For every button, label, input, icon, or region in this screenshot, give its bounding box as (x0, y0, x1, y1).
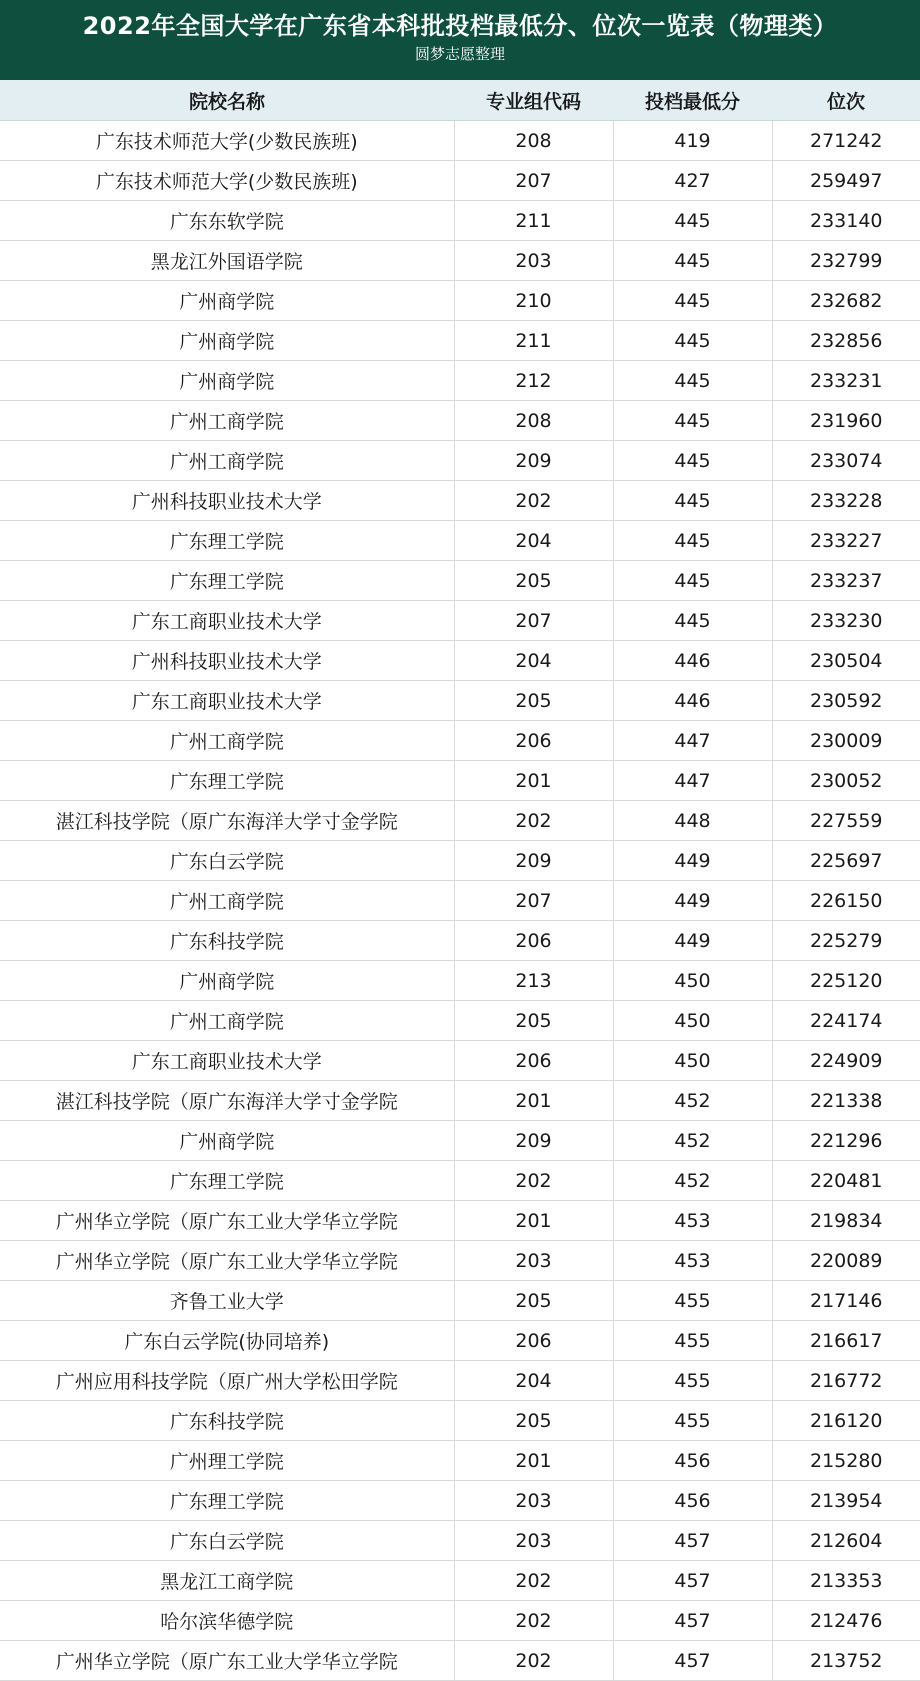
min-score-cell: 453 (613, 1241, 772, 1281)
min-score-cell: 456 (613, 1441, 772, 1481)
school-name-cell: 齐鲁工业大学 (0, 1281, 454, 1321)
min-score-cell: 419 (613, 121, 772, 161)
min-score-cell: 452 (613, 1121, 772, 1161)
school-name-cell: 广东白云学院 (0, 841, 454, 881)
school-name-cell: 广州华立学院（原广东工业大学华立学院 (0, 1241, 454, 1281)
group-code-cell: 201 (454, 1201, 613, 1241)
school-name-cell: 广州华立学院（原广东工业大学华立学院 (0, 1641, 454, 1681)
column-header-group-code: 专业组代码 (454, 80, 613, 121)
school-name-cell: 黑龙江外国语学院 (0, 241, 454, 281)
group-code-cell: 208 (454, 121, 613, 161)
group-code-cell: 203 (454, 1241, 613, 1281)
school-name-cell: 广东工商职业技术大学 (0, 681, 454, 721)
table-row (0, 1161, 920, 1201)
rank-cell: 213752 (772, 1641, 920, 1681)
min-score-cell: 445 (613, 561, 772, 601)
school-name-cell: 广东工商职业技术大学 (0, 1041, 454, 1081)
min-score-cell: 450 (613, 1041, 772, 1081)
min-score-cell: 449 (613, 841, 772, 881)
rank-cell: 217146 (772, 1281, 920, 1321)
group-code-cell: 211 (454, 321, 613, 361)
min-score-cell: 446 (613, 641, 772, 681)
rank-cell: 226150 (772, 881, 920, 921)
rank-cell: 233231 (772, 361, 920, 401)
rank-cell: 212604 (772, 1521, 920, 1561)
table-row (0, 1281, 920, 1321)
school-name-cell: 广东技术师范大学(少数民族班) (0, 121, 454, 161)
school-name-cell: 广东理工学院 (0, 1161, 454, 1201)
school-name-cell: 广东理工学院 (0, 521, 454, 561)
group-code-cell: 201 (454, 1441, 613, 1481)
min-score-cell: 456 (613, 1481, 772, 1521)
school-name-cell: 湛江科技学院（原广东海洋大学寸金学院 (0, 1081, 454, 1121)
rank-cell: 233140 (772, 201, 920, 241)
rank-cell: 213954 (772, 1481, 920, 1521)
min-score-cell: 445 (613, 481, 772, 521)
school-name-cell: 广州科技职业技术大学 (0, 481, 454, 521)
rank-cell: 225120 (772, 961, 920, 1001)
school-name-cell: 广东工商职业技术大学 (0, 601, 454, 641)
group-code-cell: 211 (454, 201, 613, 241)
school-name-cell: 广东白云学院 (0, 1521, 454, 1561)
group-code-cell: 202 (454, 1641, 613, 1681)
school-name-cell: 广州工商学院 (0, 441, 454, 481)
min-score-cell: 427 (613, 161, 772, 201)
school-name-cell: 广东东软学院 (0, 201, 454, 241)
table-row (0, 1641, 920, 1681)
min-score-cell: 457 (613, 1641, 772, 1681)
group-code-cell: 210 (454, 281, 613, 321)
school-name-cell: 广东理工学院 (0, 561, 454, 601)
school-name-cell: 广州商学院 (0, 321, 454, 361)
table-row (0, 281, 920, 321)
group-code-cell: 207 (454, 881, 613, 921)
school-name-cell: 广州工商学院 (0, 881, 454, 921)
group-code-cell: 205 (454, 1281, 613, 1321)
table-row (0, 241, 920, 281)
rank-cell: 224909 (772, 1041, 920, 1081)
rank-cell: 216772 (772, 1361, 920, 1401)
rank-cell: 215280 (772, 1441, 920, 1481)
rank-cell: 220481 (772, 1161, 920, 1201)
school-name-cell: 广州工商学院 (0, 721, 454, 761)
group-code-cell: 205 (454, 681, 613, 721)
group-code-cell: 213 (454, 961, 613, 1001)
table-row (0, 121, 920, 161)
min-score-cell: 445 (613, 521, 772, 561)
school-name-cell: 广州工商学院 (0, 401, 454, 441)
table-row (0, 1081, 920, 1121)
table-row (0, 721, 920, 761)
rank-cell: 225279 (772, 921, 920, 961)
min-score-cell: 445 (613, 441, 772, 481)
rank-cell: 232799 (772, 241, 920, 281)
min-score-cell: 450 (613, 961, 772, 1001)
min-score-cell: 452 (613, 1081, 772, 1121)
table-row (0, 361, 920, 401)
table-row (0, 201, 920, 241)
school-name-cell: 广东理工学院 (0, 1481, 454, 1521)
table-row (0, 321, 920, 361)
school-name-cell: 广州工商学院 (0, 1001, 454, 1041)
column-header-school: 院校名称 (0, 80, 454, 121)
table-row (0, 1241, 920, 1281)
rank-cell: 232682 (772, 281, 920, 321)
group-code-cell: 206 (454, 921, 613, 961)
min-score-cell: 453 (613, 1201, 772, 1241)
rank-cell: 230504 (772, 641, 920, 681)
min-score-cell: 445 (613, 361, 772, 401)
table-row (0, 1561, 920, 1601)
min-score-cell: 445 (613, 401, 772, 441)
min-score-cell: 445 (613, 321, 772, 361)
group-code-cell: 212 (454, 361, 613, 401)
group-code-cell: 209 (454, 441, 613, 481)
rank-cell: 216120 (772, 1401, 920, 1441)
rank-cell: 221338 (772, 1081, 920, 1121)
school-name-cell: 广东科技学院 (0, 1401, 454, 1441)
table-header-banner (0, 0, 920, 80)
group-code-cell: 209 (454, 1121, 613, 1161)
table-row (0, 801, 920, 841)
school-name-cell: 广东科技学院 (0, 921, 454, 961)
group-code-cell: 206 (454, 1321, 613, 1361)
min-score-cell: 448 (613, 801, 772, 841)
min-score-cell: 452 (613, 1161, 772, 1201)
group-code-cell: 205 (454, 561, 613, 601)
rank-cell: 231960 (772, 401, 920, 441)
group-code-cell: 203 (454, 1521, 613, 1561)
page-title: 2022年全国大学在广东省本科批投档最低分、位次一览表（物理类） (82, 12, 838, 40)
rank-cell: 230009 (772, 721, 920, 761)
rank-cell: 212476 (772, 1601, 920, 1641)
rank-cell: 230592 (772, 681, 920, 721)
table-row (0, 881, 920, 921)
rank-cell: 233074 (772, 441, 920, 481)
min-score-cell: 447 (613, 721, 772, 761)
school-name-cell: 广州商学院 (0, 361, 454, 401)
school-name-cell: 广州华立学院（原广东工业大学华立学院 (0, 1201, 454, 1241)
min-score-cell: 450 (613, 1001, 772, 1041)
rank-cell: 271242 (772, 121, 920, 161)
table-row (0, 1481, 920, 1521)
rank-cell: 224174 (772, 1001, 920, 1041)
table-row (0, 521, 920, 561)
min-score-cell: 445 (613, 201, 772, 241)
table-row (0, 1321, 920, 1361)
group-code-cell: 209 (454, 841, 613, 881)
school-name-cell: 广东白云学院(协同培养) (0, 1321, 454, 1361)
group-code-cell: 202 (454, 1601, 613, 1641)
rank-cell: 213353 (772, 1561, 920, 1601)
rank-cell: 225697 (772, 841, 920, 881)
rank-cell: 233228 (772, 481, 920, 521)
table-row (0, 1361, 920, 1401)
rank-cell: 233237 (772, 561, 920, 601)
rank-cell: 221296 (772, 1121, 920, 1161)
school-name-cell: 湛江科技学院（原广东海洋大学寸金学院 (0, 801, 454, 841)
group-code-cell: 207 (454, 161, 613, 201)
rank-cell: 220089 (772, 1241, 920, 1281)
table-body (0, 121, 920, 1681)
school-name-cell: 哈尔滨华德学院 (0, 1601, 454, 1641)
table-row (0, 1401, 920, 1441)
min-score-cell: 455 (613, 1401, 772, 1441)
rank-cell: 227559 (772, 801, 920, 841)
table-row (0, 761, 920, 801)
min-score-cell: 449 (613, 921, 772, 961)
school-name-cell: 广州科技职业技术大学 (0, 641, 454, 681)
group-code-cell: 203 (454, 1481, 613, 1521)
school-name-cell: 广州理工学院 (0, 1441, 454, 1481)
table-row (0, 441, 920, 481)
group-code-cell: 201 (454, 761, 613, 801)
group-code-cell: 202 (454, 1561, 613, 1601)
rank-cell: 233227 (772, 521, 920, 561)
min-score-cell: 457 (613, 1521, 772, 1561)
rank-cell: 232856 (772, 321, 920, 361)
page-subtitle: 圆梦志愿整理 (414, 45, 505, 63)
rank-cell: 230052 (772, 761, 920, 801)
group-code-cell: 203 (454, 241, 613, 281)
min-score-cell: 446 (613, 681, 772, 721)
group-code-cell: 202 (454, 801, 613, 841)
school-name-cell: 广东理工学院 (0, 761, 454, 801)
min-score-cell: 455 (613, 1281, 772, 1321)
school-name-cell: 黑龙江工商学院 (0, 1561, 454, 1601)
rank-cell: 259497 (772, 161, 920, 201)
table-row (0, 561, 920, 601)
table-row (0, 601, 920, 641)
table-row (0, 1521, 920, 1561)
school-name-cell: 广州应用科技学院（原广州大学松田学院 (0, 1361, 454, 1401)
table-row (0, 1601, 920, 1641)
table-row (0, 841, 920, 881)
group-code-cell: 206 (454, 721, 613, 761)
group-code-cell: 201 (454, 1081, 613, 1121)
group-code-cell: 204 (454, 521, 613, 561)
table-row (0, 1201, 920, 1241)
rank-cell: 216617 (772, 1321, 920, 1361)
group-code-cell: 202 (454, 481, 613, 521)
min-score-cell: 445 (613, 241, 772, 281)
table-row (0, 961, 920, 1001)
table-row (0, 641, 920, 681)
min-score-cell: 447 (613, 761, 772, 801)
min-score-cell: 445 (613, 281, 772, 321)
group-code-cell: 202 (454, 1161, 613, 1201)
min-score-cell: 457 (613, 1601, 772, 1641)
table-row (0, 921, 920, 961)
min-score-cell: 455 (613, 1361, 772, 1401)
admission-scores-table (0, 80, 920, 1681)
group-code-cell: 205 (454, 1401, 613, 1441)
min-score-cell: 457 (613, 1561, 772, 1601)
group-code-cell: 205 (454, 1001, 613, 1041)
table-row (0, 1001, 920, 1041)
column-header-min-score: 投档最低分 (613, 80, 772, 121)
group-code-cell: 208 (454, 401, 613, 441)
rank-cell: 219834 (772, 1201, 920, 1241)
group-code-cell: 207 (454, 601, 613, 641)
school-name-cell: 广东技术师范大学(少数民族班) (0, 161, 454, 201)
column-header-rank: 位次 (772, 80, 920, 121)
table-row (0, 1441, 920, 1481)
table-row (0, 1041, 920, 1081)
group-code-cell: 204 (454, 641, 613, 681)
table-header-row (0, 80, 920, 121)
school-name-cell: 广州商学院 (0, 961, 454, 1001)
table-row (0, 681, 920, 721)
school-name-cell: 广州商学院 (0, 281, 454, 321)
min-score-cell: 445 (613, 601, 772, 641)
group-code-cell: 206 (454, 1041, 613, 1081)
table-row (0, 1121, 920, 1161)
table-row (0, 161, 920, 201)
min-score-cell: 455 (613, 1321, 772, 1361)
group-code-cell: 204 (454, 1361, 613, 1401)
min-score-cell: 449 (613, 881, 772, 921)
table-row (0, 481, 920, 521)
school-name-cell: 广州商学院 (0, 1121, 454, 1161)
rank-cell: 233230 (772, 601, 920, 641)
table-row (0, 401, 920, 441)
